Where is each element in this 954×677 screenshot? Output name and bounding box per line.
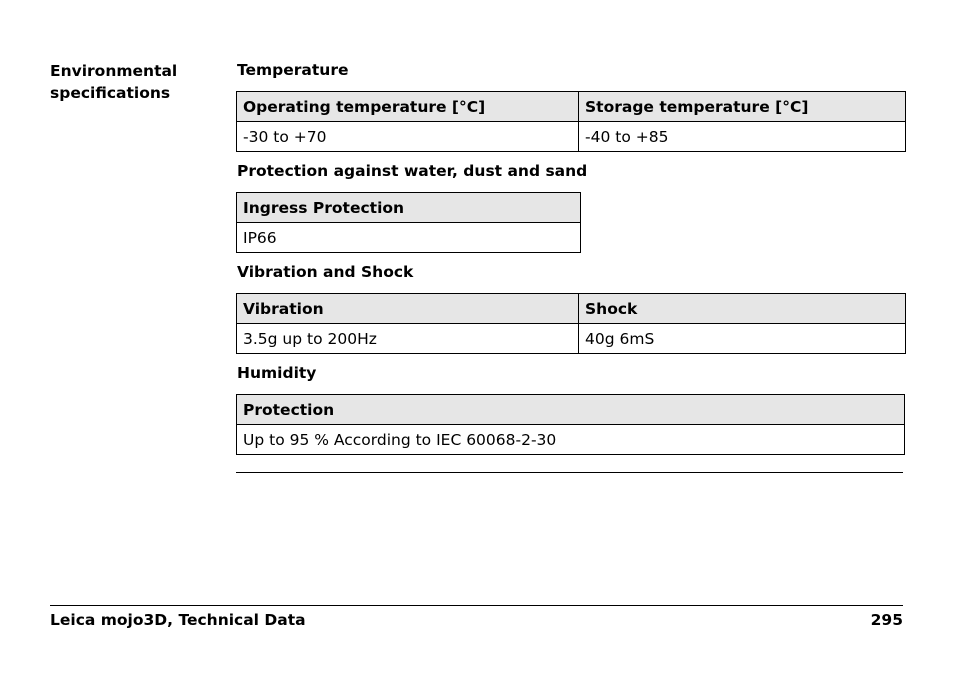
protection-title: Protection against water, dust and sand <box>237 162 588 180</box>
operating-temperature-header: Operating temperature [°C] <box>237 92 579 122</box>
humidity-title: Humidity <box>237 364 317 382</box>
table-header-row <box>237 294 906 324</box>
vibration-header: Vibration <box>237 294 579 324</box>
side-heading: Environmental specifications <box>50 62 178 102</box>
ingress-protection-header: Ingress Protection <box>237 193 581 223</box>
protection-table <box>236 192 581 253</box>
table-row <box>237 122 906 152</box>
footer-document-title: Leica mojo3D, Technical Data <box>50 611 306 629</box>
ingress-protection-value: IP66 <box>237 223 581 253</box>
shock-header: Shock <box>579 294 906 324</box>
footer-rule <box>50 605 903 606</box>
table-header-row <box>237 92 906 122</box>
table-row <box>237 425 905 455</box>
section-end-rule <box>236 472 903 473</box>
vibration-table <box>236 293 906 354</box>
humidity-protection-value: Up to 95 % According to IEC 60068-2-30 <box>237 425 905 455</box>
vibration-title: Vibration and Shock <box>237 263 414 281</box>
table-header-row <box>237 395 905 425</box>
temperature-table <box>236 91 906 152</box>
table-row <box>237 223 581 253</box>
humidity-table <box>236 394 905 455</box>
table-header-row <box>237 193 581 223</box>
vibration-value: 3.5g up to 200Hz <box>237 324 579 354</box>
operating-temperature-value: -30 to +70 <box>237 122 579 152</box>
table-row <box>237 324 906 354</box>
shock-value: 40g 6mS <box>579 324 906 354</box>
page-number: 295 <box>870 611 903 629</box>
storage-temperature-value: -40 to +85 <box>579 122 906 152</box>
temperature-title: Temperature <box>237 61 349 79</box>
humidity-protection-header: Protection <box>237 395 905 425</box>
storage-temperature-header: Storage temperature [°C] <box>579 92 906 122</box>
